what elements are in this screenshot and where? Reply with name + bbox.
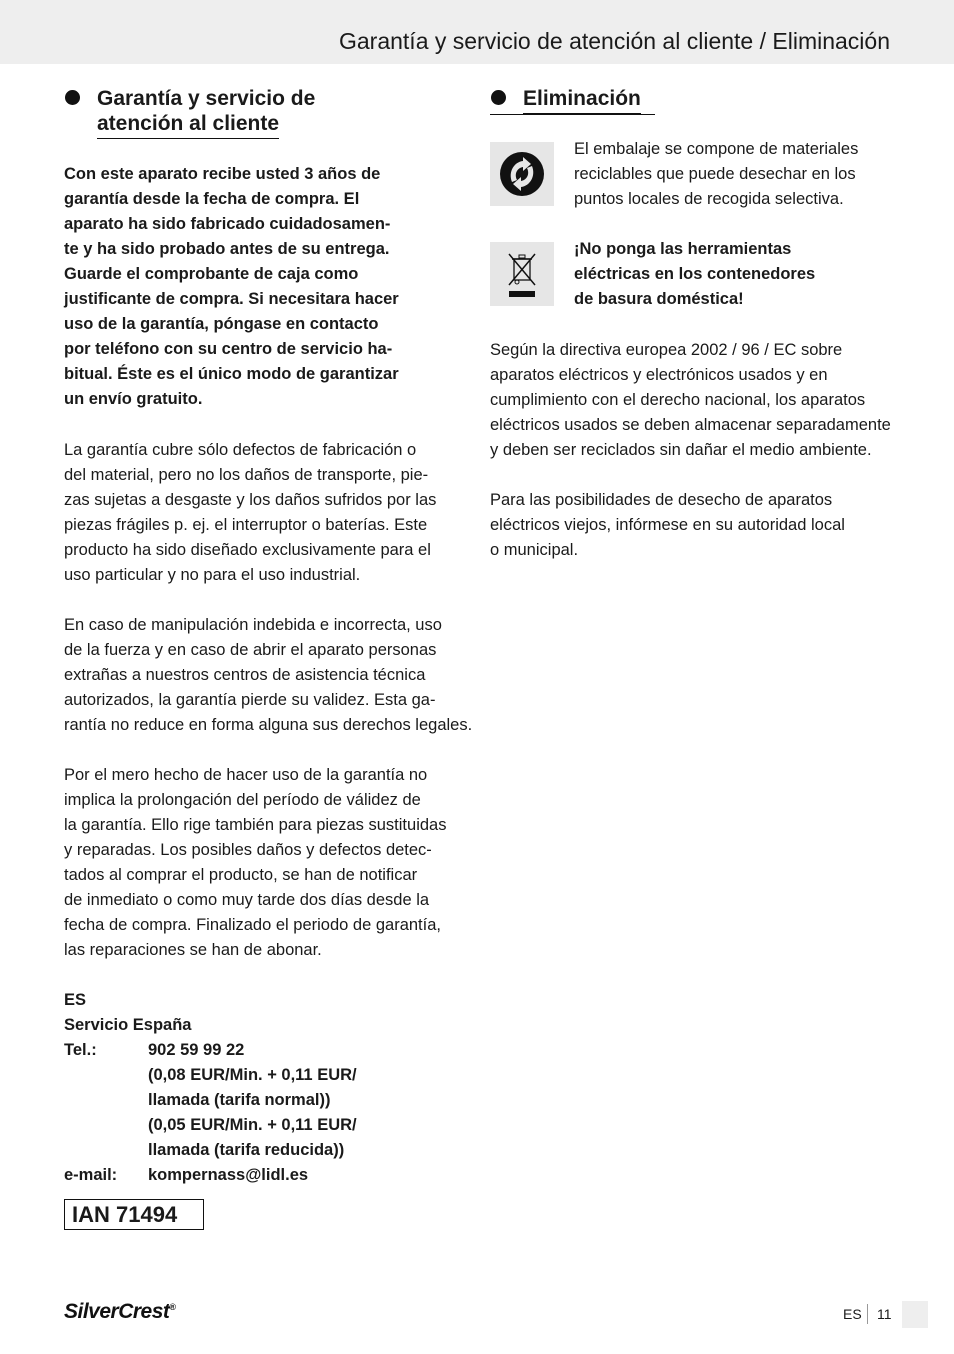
- warranty-heading-line2: atención al cliente: [97, 111, 279, 139]
- tel-label: Tel.:: [64, 1041, 97, 1059]
- directive-para: [490, 338, 891, 463]
- brand-name: SilverCrest: [64, 1300, 170, 1323]
- text-line: te y ha sido probado antes de su entrega.: [64, 240, 390, 258]
- page-number: 11: [877, 1306, 892, 1322]
- text-line: y deben ser reciclados sin dañar el medio ambiente.: [490, 441, 872, 459]
- footer-divider: [867, 1304, 868, 1324]
- contact-service: Servicio España: [64, 1016, 192, 1034]
- service-contact: [64, 988, 357, 1188]
- recycle-text: [574, 137, 858, 212]
- text-line: Con este aparato recibe usted 3 años de: [64, 165, 381, 183]
- disposal-heading: [523, 86, 641, 114]
- text-line: de basura doméstica!: [574, 290, 744, 308]
- text-line: tados al comprar el producto, se han de notificar: [64, 866, 418, 884]
- text-line: producto ha sido diseñado exclusivamente para el: [64, 541, 431, 559]
- footer-tab: [902, 1301, 928, 1328]
- text-line: eléctricos usados se deben almacenar separadamente: [490, 416, 891, 434]
- weee-warning-text: [574, 237, 815, 312]
- footer-language: ES: [843, 1306, 862, 1322]
- text-line: o municipal.: [490, 541, 579, 559]
- rate-line: (0,05 EUR/Min. + 0,11 EUR/: [148, 1116, 357, 1134]
- ian-number-box: IAN 71494: [64, 1199, 204, 1230]
- text-line: En caso de manipulación indebida e incorrecta, uso: [64, 616, 442, 634]
- text-line: extrañas a nuestros centros de asistencia técnica: [64, 666, 426, 684]
- text-line: de la fuerza y en caso de abrir el aparato personas: [64, 641, 437, 659]
- text-line: La garantía cubre sólo defectos de fabricación o: [64, 441, 417, 459]
- text-line: las reparaciones se han de abonar.: [64, 941, 322, 959]
- contact-country: ES: [64, 991, 87, 1009]
- text-line: bitual. Éste es el único modo de garantizar: [64, 365, 399, 383]
- disposal-heading-rule: [490, 114, 655, 115]
- text-line: garantía desde la fecha de compra. El: [64, 190, 360, 208]
- text-line: ¡No ponga las herramientas: [574, 240, 792, 258]
- text-line: eléctricos viejos, infórmese en su autoridad local: [490, 516, 845, 534]
- text-line: Guarde el comprobante de caja como: [64, 265, 359, 283]
- text-line: implica la prolongación del período de válidez de: [64, 791, 421, 809]
- rate-line: (0,08 EUR/Min. + 0,11 EUR/: [148, 1066, 357, 1084]
- text-line: uso particular y no para el uso industrial.: [64, 566, 361, 584]
- text-line: de inmediato o como muy tarde dos días desde la: [64, 891, 430, 909]
- warranty-para-coverage: [64, 438, 436, 588]
- disposal-info-para: [490, 488, 845, 563]
- warranty-para-tampering: [64, 613, 472, 738]
- text-line: Según la directiva europea 2002 / 96 / EC sobre: [490, 341, 843, 359]
- warranty-heading-line1: Garantía y servicio de: [97, 87, 316, 110]
- text-line: Para las posibilidades de desecho de aparatos: [490, 491, 833, 509]
- warranty-intro: [64, 162, 399, 412]
- disposal-heading-text: Eliminación: [523, 86, 641, 114]
- text-line: Por el mero hecho de hacer uso de la garantía no: [64, 766, 428, 784]
- text-line: zas sujetas a desgaste y los daños sufridos por las: [64, 491, 437, 509]
- bullet-icon: [65, 90, 80, 105]
- rate-line: llamada (tarifa normal)): [148, 1091, 331, 1109]
- text-line: autorizados, la garantía pierde su validez. Esta ga-: [64, 691, 436, 709]
- page-header-title: Garantía y servicio de atención al cliente / Eliminación: [338, 28, 890, 54]
- green-dot-recycle-icon: [490, 142, 554, 206]
- text-line: piezas frágiles p. ej. el interruptor o baterías. Este: [64, 516, 428, 534]
- bullet-icon: [491, 90, 506, 105]
- text-line: por teléfono con su centro de servicio ha-: [64, 340, 393, 358]
- text-line: aparatos eléctricos y electrónicos usados y en: [490, 366, 828, 384]
- text-line: eléctricas en los contenedores: [574, 265, 816, 283]
- warranty-para-extension: [64, 763, 446, 963]
- text-line: El embalaje se compone de materiales: [574, 140, 859, 158]
- email-label: e-mail:: [64, 1166, 118, 1184]
- text-line: uso de la garantía, póngase en contacto: [64, 315, 379, 333]
- text-line: justificante de compra. Si necesitara hacer: [64, 290, 399, 308]
- text-line: del material, pero no los daños de transporte, pie-: [64, 466, 429, 484]
- email-value: kompernass@lidl.es: [148, 1166, 309, 1184]
- tel-value: 902 59 99 22: [148, 1041, 245, 1059]
- text-line: cumplimiento con el derecho nacional, los aparatos: [490, 391, 866, 409]
- text-line: reciclables que puede desechar en los: [574, 165, 856, 183]
- text-line: rantía no reduce en forma alguna sus derechos legales.: [64, 716, 473, 734]
- text-line: la garantía. Ello rige también para piezas sustituidas: [64, 816, 447, 834]
- silvercrest-logo: [64, 1300, 176, 1324]
- text-line: y reparadas. Los posibles daños y defectos detec-: [64, 841, 432, 859]
- text-line: un envío gratuito.: [64, 390, 203, 408]
- registered-mark: ®: [169, 1302, 176, 1312]
- crossed-bin-weee-icon: [490, 242, 554, 306]
- text-line: puntos locales de recogida selectiva.: [574, 190, 844, 208]
- text-line: aparato ha sido fabricado cuidadosamen-: [64, 215, 391, 233]
- warranty-heading: [97, 86, 315, 139]
- text-line: fecha de compra. Finalizado el periodo de garantía,: [64, 916, 441, 934]
- rate-line: llamada (tarifa reducida)): [148, 1141, 345, 1159]
